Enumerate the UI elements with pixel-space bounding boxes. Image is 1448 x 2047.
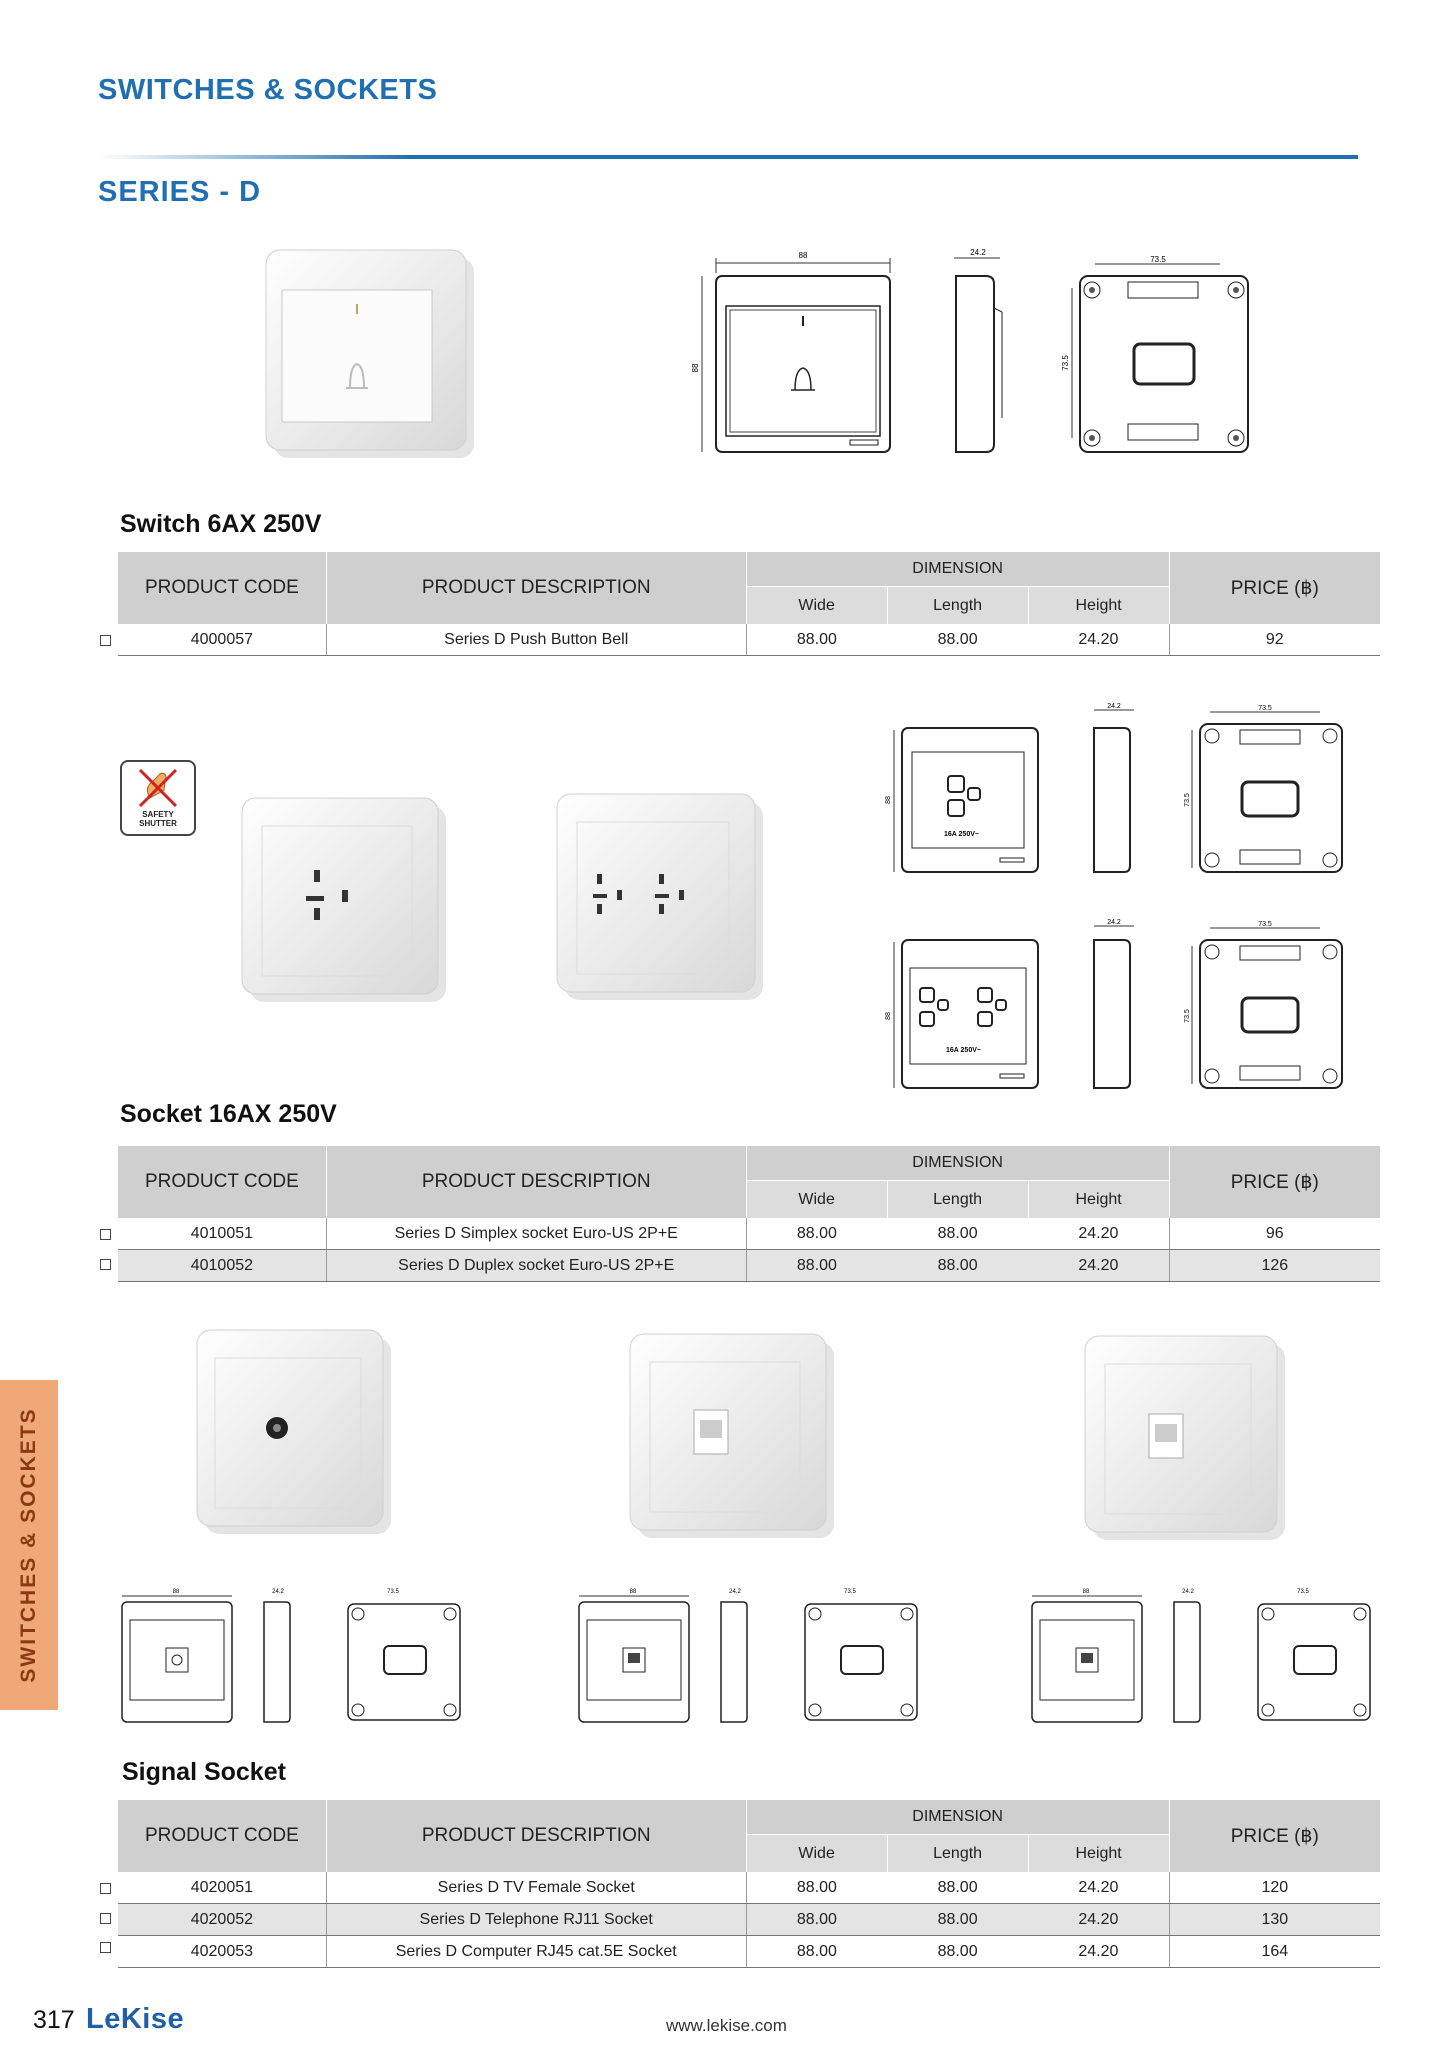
- col-product-description: PRODUCT DESCRIPTION: [326, 1800, 746, 1872]
- dim-width-label: 88: [629, 1589, 637, 1595]
- dim-back-label: 73.5: [844, 1589, 856, 1595]
- product-description: Series D Duplex socket Euro-US 2P+E: [326, 1250, 746, 1282]
- select-checkbox[interactable]: [100, 1913, 111, 1924]
- product-description: Series D Push Button Bell: [326, 624, 746, 656]
- dim-width-label: 88: [798, 251, 808, 260]
- computer-socket-drawings: [1018, 1586, 1378, 1726]
- bell-side-drawing: [950, 248, 1010, 458]
- dim-height-label: 88: [885, 796, 892, 804]
- col-dimension: DIMENSION: [746, 552, 1169, 587]
- header-divider: [98, 155, 1358, 159]
- col-wide: Wide: [746, 587, 887, 625]
- dim-back-label: 73.5: [1258, 705, 1272, 712]
- safety-shutter-badge: [120, 760, 196, 836]
- simplex-back-drawing: [1180, 700, 1350, 880]
- table-row: [118, 1872, 1380, 1904]
- dim-height: 24.20: [1028, 1250, 1169, 1282]
- product-code: 4020051: [118, 1872, 326, 1904]
- telephone-socket-drawings: [565, 1586, 925, 1726]
- dim-width-label: 88: [172, 1589, 180, 1595]
- side-tab-label: SWITCHES & SOCKETS: [17, 1407, 40, 1683]
- col-length: Length: [887, 587, 1028, 625]
- badge-line-2: SHUTTER: [139, 819, 177, 828]
- col-dimension: DIMENSION: [746, 1800, 1169, 1835]
- price: 130: [1169, 1904, 1380, 1936]
- dim-wide: 88.00: [746, 1904, 887, 1936]
- dim-back-height-label: 73.5: [1184, 793, 1191, 807]
- col-dimension: DIMENSION: [746, 1146, 1169, 1181]
- price: 96: [1169, 1218, 1380, 1250]
- duplex-socket-photo: [555, 792, 770, 1007]
- dim-height: 24.20: [1028, 1872, 1169, 1904]
- product-code: 4020052: [118, 1904, 326, 1936]
- dim-depth-label: 24.2: [1182, 1589, 1194, 1595]
- side-category-tab: [0, 1380, 58, 1710]
- col-price: PRICE (฿): [1169, 552, 1380, 624]
- product-description: Series D Simplex socket Euro-US 2P+E: [326, 1218, 746, 1250]
- series-title: SERIES - D: [98, 176, 262, 208]
- dim-height-label: 88: [691, 363, 700, 373]
- col-height: Height: [1028, 1835, 1169, 1873]
- col-price: PRICE (฿): [1169, 1146, 1380, 1218]
- col-product-code: PRODUCT CODE: [118, 1146, 326, 1218]
- table-row: [118, 1250, 1380, 1282]
- select-checkbox[interactable]: [100, 1229, 111, 1240]
- duplex-back-drawing: [1180, 916, 1350, 1096]
- section-title-socket: Socket 16AX 250V: [120, 1100, 337, 1128]
- rating-label: 16A 250V~: [944, 831, 979, 838]
- dim-wide: 88.00: [746, 1250, 887, 1282]
- table-row: [118, 624, 1380, 656]
- dim-length: 88.00: [887, 624, 1028, 656]
- col-length: Length: [887, 1181, 1028, 1219]
- dim-depth-label: 24.2: [729, 1589, 741, 1595]
- telephone-socket-photo: [628, 1332, 838, 1542]
- section-title-switch: Switch 6AX 250V: [120, 510, 322, 538]
- dim-back-height-label: 73.5: [1061, 355, 1070, 371]
- product-code: 4000057: [118, 624, 326, 656]
- price: 164: [1169, 1936, 1380, 1968]
- product-description: Series D Computer RJ45 cat.5E Socket: [326, 1936, 746, 1968]
- signal-spec-table: [118, 1800, 1380, 1968]
- dim-height: 24.20: [1028, 1218, 1169, 1250]
- col-wide: Wide: [746, 1181, 887, 1219]
- col-wide: Wide: [746, 1835, 887, 1873]
- dim-back-label: 73.5: [1150, 255, 1166, 264]
- table-row: [118, 1904, 1380, 1936]
- select-checkbox[interactable]: [100, 1942, 111, 1953]
- simplex-socket-photo: [240, 796, 450, 1006]
- dim-depth-label: 24.2: [970, 248, 986, 257]
- dim-depth-label: 24.2: [1107, 703, 1121, 710]
- dim-height: 24.20: [1028, 1904, 1169, 1936]
- simplex-front-drawing: [870, 700, 1040, 880]
- col-height: Height: [1028, 587, 1169, 625]
- duplex-side-drawing: [1090, 916, 1140, 1096]
- product-code: 4010052: [118, 1250, 326, 1282]
- page-title: SWITCHES & SOCKETS: [98, 74, 438, 106]
- dim-wide: 88.00: [746, 1936, 887, 1968]
- dim-depth-label: 24.2: [272, 1589, 284, 1595]
- safety-shutter-icon: [122, 762, 194, 814]
- product-description: Series D Telephone RJ11 Socket: [326, 1904, 746, 1936]
- dim-depth-label: 24.2: [1107, 919, 1121, 926]
- product-code: 4010051: [118, 1218, 326, 1250]
- rating-label: 16A 250V~: [946, 1047, 981, 1054]
- price: 92: [1169, 624, 1380, 656]
- dim-wide: 88.00: [746, 1218, 887, 1250]
- duplex-front-drawing: [870, 916, 1040, 1096]
- website-link[interactable]: www.lekise.com: [666, 2016, 787, 2035]
- dim-wide: 88.00: [746, 1872, 887, 1904]
- section-title-signal: Signal Socket: [122, 1758, 286, 1786]
- col-product-description: PRODUCT DESCRIPTION: [326, 1146, 746, 1218]
- computer-socket-photo: [1083, 1334, 1288, 1544]
- bell-front-drawing: [690, 248, 900, 458]
- col-price: PRICE (฿): [1169, 1800, 1380, 1872]
- dim-wide: 88.00: [746, 624, 887, 656]
- col-product-description: PRODUCT DESCRIPTION: [326, 552, 746, 624]
- bell-back-drawing: [1050, 248, 1260, 458]
- col-length: Length: [887, 1835, 1028, 1873]
- dim-back-label: 73.5: [1297, 1589, 1309, 1595]
- dim-length: 88.00: [887, 1936, 1028, 1968]
- badge-line-1: SAFETY: [142, 810, 174, 819]
- dim-height: 24.20: [1028, 624, 1169, 656]
- dim-back-label: 73.5: [1258, 921, 1272, 928]
- dim-height-label: 88: [885, 1012, 892, 1020]
- dim-length: 88.00: [887, 1872, 1028, 1904]
- dim-length: 88.00: [887, 1250, 1028, 1282]
- col-product-code: PRODUCT CODE: [118, 1800, 326, 1872]
- dim-width-label: 88: [1082, 1589, 1090, 1595]
- switch-spec-table: [118, 552, 1380, 656]
- price: 120: [1169, 1872, 1380, 1904]
- dim-height: 24.20: [1028, 1936, 1169, 1968]
- brand-logo: LeKise: [86, 2003, 185, 2035]
- table-row: [118, 1218, 1380, 1250]
- dim-back-height-label: 73.5: [1184, 1009, 1191, 1023]
- col-product-code: PRODUCT CODE: [118, 552, 326, 624]
- page-number: 317: [33, 2006, 75, 2034]
- dim-length: 88.00: [887, 1904, 1028, 1936]
- tv-socket-drawings: [108, 1586, 468, 1726]
- select-checkbox[interactable]: [100, 1259, 111, 1270]
- select-checkbox[interactable]: [100, 1883, 111, 1894]
- dim-length: 88.00: [887, 1218, 1028, 1250]
- push-button-bell-photo: [262, 248, 482, 463]
- table-row: [118, 1936, 1380, 1968]
- product-code: 4020053: [118, 1936, 326, 1968]
- select-checkbox[interactable]: [100, 635, 111, 646]
- price: 126: [1169, 1250, 1380, 1282]
- simplex-side-drawing: [1090, 700, 1140, 880]
- dim-back-label: 73.5: [387, 1589, 399, 1595]
- socket-spec-table: [118, 1146, 1380, 1282]
- product-description: Series D TV Female Socket: [326, 1872, 746, 1904]
- col-height: Height: [1028, 1181, 1169, 1219]
- tv-socket-photo: [195, 1328, 395, 1538]
